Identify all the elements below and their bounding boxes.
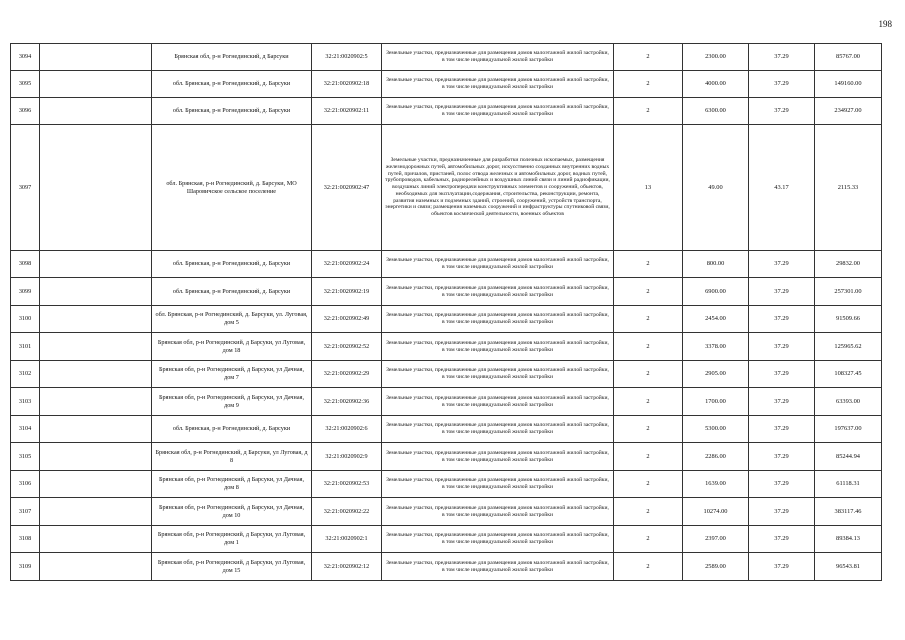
blank-cell: [40, 44, 152, 71]
group-cell: 2: [614, 333, 683, 361]
area-cell: 4000.00: [683, 71, 749, 98]
group-cell: 2: [614, 388, 683, 416]
table-row: [11, 498, 882, 526]
page-number: 198: [878, 19, 892, 29]
cadastral-number-cell: 32:21:0020902:12: [312, 553, 382, 581]
group-cell: 2: [614, 553, 683, 581]
row-number: 3101: [11, 333, 40, 361]
blank-cell: [40, 443, 152, 471]
group-cell: 2: [614, 471, 683, 498]
area-cell: 6300.00: [683, 98, 749, 125]
cadastral-number-cell: 32:21:0020902:49: [312, 306, 382, 333]
address-cell: Брянская обл, р-н Рогнединский, д Барсуки, ул Дачная, дом 10: [152, 498, 312, 526]
land-use-cell: Земельные участки, предназначенные для размещения домов малоэтажной жилой застройки, в том числе индивидуальной жилой застройки: [382, 306, 614, 333]
rate-cell: 37.29: [749, 443, 815, 471]
cadastral-number-cell: 32:21:0020902:18: [312, 71, 382, 98]
blank-cell: [40, 526, 152, 553]
rate-cell: 43.17: [749, 125, 815, 251]
cadastral-value-cell: 96543.81: [815, 553, 882, 581]
land-use-cell: Земельные участки, предназначенные для размещения домов малоэтажной жилой застройки, в том числе индивидуальной жилой застройки: [382, 278, 614, 306]
land-use-cell: Земельные участки, предназначенные для размещения домов малоэтажной жилой застройки, в том числе индивидуальной жилой застройки: [382, 333, 614, 361]
rate-cell: 37.29: [749, 306, 815, 333]
cadastral-value-table: [10, 43, 882, 581]
row-number: 3097: [11, 125, 40, 251]
land-use-cell: Земельные участки, предназначенные для размещения домов малоэтажной жилой застройки, в том числе индивидуальной жилой застройки: [382, 443, 614, 471]
row-number: 3108: [11, 526, 40, 553]
cadastral-value-cell: 257301.00: [815, 278, 882, 306]
row-number: 3096: [11, 98, 40, 125]
address-cell: Брянская обл, р-н Рогнединский, д Барсуки, ул Дачная, дом 8: [152, 471, 312, 498]
blank-cell: [40, 251, 152, 278]
table-row: [11, 306, 882, 333]
group-cell: 2: [614, 361, 683, 388]
group-cell: 2: [614, 98, 683, 125]
blank-cell: [40, 553, 152, 581]
rate-cell: 37.29: [749, 333, 815, 361]
land-use-cell: Земельные участки, предназначенные для размещения домов малоэтажной жилой застройки, в том числе индивидуальной жилой застройки: [382, 251, 614, 278]
cadastral-number-cell: 32:21:0020902:1: [312, 526, 382, 553]
address-cell: обл. Брянская, р-н Рогнединский, д. Барсуки: [152, 98, 312, 125]
area-cell: 49.00: [683, 125, 749, 251]
cadastral-value-cell: 108327.45: [815, 361, 882, 388]
area-cell: 2397.00: [683, 526, 749, 553]
table-row: [11, 71, 882, 98]
cadastral-number-cell: 32:21:0020902:22: [312, 498, 382, 526]
table-row: [11, 526, 882, 553]
cadastral-number-cell: 32:21:0020902:29: [312, 361, 382, 388]
row-number: 3095: [11, 71, 40, 98]
cadastral-number-cell: 32:21:0020902:24: [312, 251, 382, 278]
address-cell: Брянская обл, р-н Рогнединский, д Барсуки, ул Дачная, дом 7: [152, 361, 312, 388]
row-number: 3109: [11, 553, 40, 581]
address-cell: Брянская обл, р-н Рогнединский, д Барсуки: [152, 44, 312, 71]
table-row: [11, 388, 882, 416]
blank-cell: [40, 471, 152, 498]
address-cell: Брянская обл, р-н Рогнединский, д Барсуки, ул Луговая, дом 18: [152, 333, 312, 361]
row-number: 3094: [11, 44, 40, 71]
rate-cell: 37.29: [749, 526, 815, 553]
cadastral-number-cell: 32:21:0020902:53: [312, 471, 382, 498]
land-use-cell: Земельные участки, предназначенные для размещения домов малоэтажной жилой застройки, в том числе индивидуальной жилой застройки: [382, 98, 614, 125]
table-row: [11, 416, 882, 443]
cadastral-number-cell: 32:21:0020902:11: [312, 98, 382, 125]
land-use-cell: Земельные участки, предназначенные для размещения домов малоэтажной жилой застройки, в том числе индивидуальной жилой застройки: [382, 416, 614, 443]
blank-cell: [40, 71, 152, 98]
blank-cell: [40, 498, 152, 526]
address-cell: Брянская обл, р-н Рогнединский, д Барсуки, ул Луговая, дом 15: [152, 553, 312, 581]
row-number: 3105: [11, 443, 40, 471]
rate-cell: 37.29: [749, 44, 815, 71]
area-cell: 2905.00: [683, 361, 749, 388]
land-use-cell: Земельные участки, предназначенные для размещения домов малоэтажной жилой застройки, в том числе индивидуальной жилой застройки: [382, 44, 614, 71]
table-row: [11, 333, 882, 361]
rate-cell: 37.29: [749, 471, 815, 498]
cadastral-value-cell: 29832.00: [815, 251, 882, 278]
address-cell: Брянская обл, р-н Рогнединский, д Барсуки, ул Дачная, дом 9: [152, 388, 312, 416]
address-cell: обл. Брянская, р-н Рогнединский, д. Барсуки: [152, 71, 312, 98]
group-cell: 2: [614, 443, 683, 471]
cadastral-value-cell: 383117.46: [815, 498, 882, 526]
cadastral-number-cell: 32:21:0020902:5: [312, 44, 382, 71]
table-row: [11, 125, 882, 251]
row-number: 3098: [11, 251, 40, 278]
area-cell: 10274.00: [683, 498, 749, 526]
cadastral-number-cell: 32:21:0020902:6: [312, 416, 382, 443]
row-number: 3103: [11, 388, 40, 416]
address-cell: Брянская обл, р-н Рогнединский, д Барсуки, ул Луговая, дом 1: [152, 526, 312, 553]
cadastral-value-cell: 85767.00: [815, 44, 882, 71]
rate-cell: 37.29: [749, 278, 815, 306]
area-cell: 1639.00: [683, 471, 749, 498]
land-use-cell: Земельные участки, предназначенные для размещения домов малоэтажной жилой застройки, в том числе индивидуальной жилой застройки: [382, 553, 614, 581]
address-cell: обл. Брянская, р-н Рогнединский, д. Барсуки, ул. Луговая, дом 5: [152, 306, 312, 333]
group-cell: 2: [614, 526, 683, 553]
row-number: 3100: [11, 306, 40, 333]
blank-cell: [40, 416, 152, 443]
group-cell: 13: [614, 125, 683, 251]
blank-cell: [40, 98, 152, 125]
row-number: 3104: [11, 416, 40, 443]
blank-cell: [40, 306, 152, 333]
area-cell: 6900.00: [683, 278, 749, 306]
rate-cell: 37.29: [749, 98, 815, 125]
address-cell: обл. Брянская, р-н Рогнединский, д. Барсуки, МО Шаровичское сельское поселение: [152, 125, 312, 251]
cadastral-value-cell: 125965.62: [815, 333, 882, 361]
address-cell: обл. Брянская, р-н Рогнединский, д. Барсуки: [152, 278, 312, 306]
row-number: 3102: [11, 361, 40, 388]
cadastral-value-cell: 197637.00: [815, 416, 882, 443]
land-use-cell: Земельные участки, предназначенные для размещения домов малоэтажной жилой застройки, в том числе индивидуальной жилой застройки: [382, 388, 614, 416]
cadastral-number-cell: 32:21:0020902:52: [312, 333, 382, 361]
cadastral-value-cell: 61118.31: [815, 471, 882, 498]
row-number: 3107: [11, 498, 40, 526]
area-cell: 5300.00: [683, 416, 749, 443]
group-cell: 2: [614, 498, 683, 526]
group-cell: 2: [614, 278, 683, 306]
table-row: [11, 44, 882, 71]
table-row: [11, 251, 882, 278]
area-cell: 2454.00: [683, 306, 749, 333]
blank-cell: [40, 278, 152, 306]
cadastral-value-cell: 91509.66: [815, 306, 882, 333]
table-row: [11, 471, 882, 498]
rate-cell: 37.29: [749, 388, 815, 416]
table-row: [11, 553, 882, 581]
cadastral-value-cell: 85244.94: [815, 443, 882, 471]
group-cell: 2: [614, 251, 683, 278]
table-row: [11, 278, 882, 306]
area-cell: 800.00: [683, 251, 749, 278]
land-use-cell: Земельные участки, предназначенные для размещения домов малоэтажной жилой застройки, в том числе индивидуальной жилой застройки: [382, 71, 614, 98]
address-cell: обл. Брянская, р-н Рогнединский, д. Барсуки: [152, 251, 312, 278]
rate-cell: 37.29: [749, 416, 815, 443]
blank-cell: [40, 388, 152, 416]
cadastral-value-cell: 2115.33: [815, 125, 882, 251]
table-row: [11, 98, 882, 125]
blank-cell: [40, 125, 152, 251]
rate-cell: 37.29: [749, 251, 815, 278]
group-cell: 2: [614, 44, 683, 71]
land-use-cell: Земельные участки, предназначенные для размещения домов малоэтажной жилой застройки, в том числе индивидуальной жилой застройки: [382, 526, 614, 553]
group-cell: 2: [614, 71, 683, 98]
cadastral-number-cell: 32:21:0020902:19: [312, 278, 382, 306]
blank-cell: [40, 361, 152, 388]
cadastral-number-cell: 32:21:0020902:47: [312, 125, 382, 251]
group-cell: 2: [614, 306, 683, 333]
cadastral-value-cell: 89384.13: [815, 526, 882, 553]
rate-cell: 37.29: [749, 553, 815, 581]
cadastral-value-cell: 149160.00: [815, 71, 882, 98]
address-cell: обл. Брянская, р-н Рогнединский, д. Барсуки: [152, 416, 312, 443]
rate-cell: 37.29: [749, 498, 815, 526]
land-use-cell: Земельные участки, предназначенные для размещения домов малоэтажной жилой застройки, в том числе индивидуальной жилой застройки: [382, 471, 614, 498]
land-use-cell: Земельные участки, предназначенные для разработки полезных ископаемых, размещения железнодорожных путей, автомобильных дорог, искусственно созданных внутренних водных путей, причалов, пристаней, полос отвода железных и автомобильных дорог, водных путей, трубопроводов, кабельных, радиорелейных и воздушных линий связи и линий радиофикации, воздушных линий электропередачи конструктивных элементов и сооружений, объектов, необходимых для эксплуатации,содержания, строительства, реконструкции, ремонта, развития наземных и подземных зданий, строений, сооружений, устройств транспорта, энергетики и связи; размещения наземных сооружений и инфраструктуры спутниковой связи, объектов космической деятельности, военных объектов: [382, 125, 614, 251]
land-use-cell: Земельные участки, предназначенные для размещения домов малоэтажной жилой застройки, в том числе индивидуальной жилой застройки: [382, 498, 614, 526]
address-cell: Брянская обл, р-н Рогнединский, д Барсуки, ул Луговая, д 8: [152, 443, 312, 471]
cadastral-value-cell: 234927.00: [815, 98, 882, 125]
group-cell: 2: [614, 416, 683, 443]
area-cell: 2286.00: [683, 443, 749, 471]
rate-cell: 37.29: [749, 71, 815, 98]
area-cell: 2589.00: [683, 553, 749, 581]
blank-cell: [40, 333, 152, 361]
area-cell: 3378.00: [683, 333, 749, 361]
cadastral-value-cell: 63393.00: [815, 388, 882, 416]
cadastral-number-cell: 32:21:0020902:9: [312, 443, 382, 471]
area-cell: 1700.00: [683, 388, 749, 416]
rate-cell: 37.29: [749, 361, 815, 388]
area-cell: 2300.00: [683, 44, 749, 71]
table-row: [11, 443, 882, 471]
row-number: 3106: [11, 471, 40, 498]
cadastral-number-cell: 32:21:0020902:36: [312, 388, 382, 416]
row-number: 3099: [11, 278, 40, 306]
table-row: [11, 361, 882, 388]
land-use-cell: Земельные участки, предназначенные для размещения домов малоэтажной жилой застройки, в том числе индивидуальной жилой застройки: [382, 361, 614, 388]
